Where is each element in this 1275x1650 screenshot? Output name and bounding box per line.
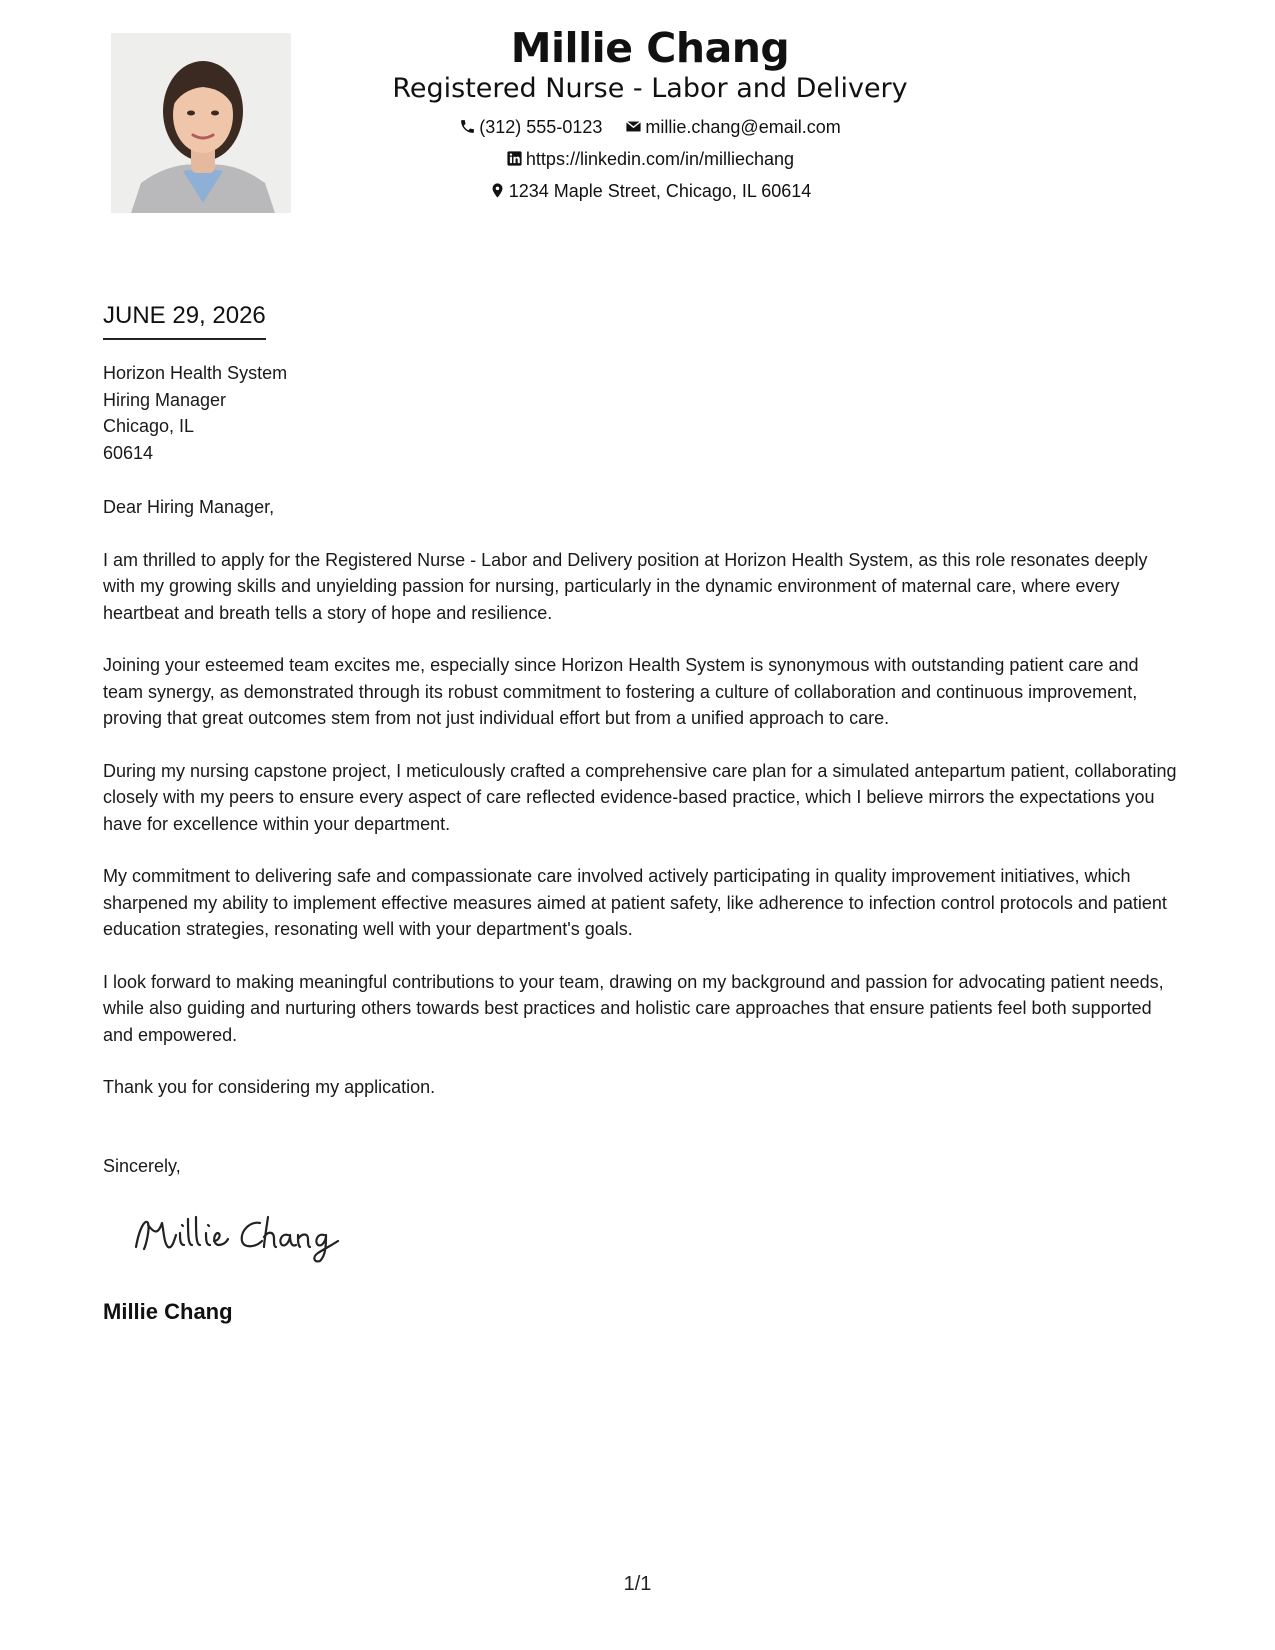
paragraph: During my nursing capstone project, I meticulously crafted a comprehensive care plan for a simulated antepartum patient, collaborating closely with my peers to ensure every aspect of care reflected evidence-based practice, which I believe mirrors the expectations you have for excellence within your department. [103,760,1177,834]
paragraph: My commitment to delivering safe and compassionate care involved actively participating in quality improvement initiatives, which sharpened my ability to implement effective measures aimed at patient safety, like adherence to infection control protocols and patient education strategies, resonating well with your department's goals. [103,866,1167,939]
paragraph: Thank you for considering my application. [103,1077,436,1097]
contact-row-3 [330,180,970,202]
email-contact[interactable] [625,116,840,138]
applicant-role: Registered Nurse - Labor and Delivery [392,73,908,104]
salutation: Dear Hiring Manager, [103,497,275,517]
letter-body [103,494,1178,1127]
recipient-company: Horizon Health System [103,363,288,383]
signer-name: Millie Chang [103,1299,233,1324]
recipient-city: Chicago, IL [103,416,195,436]
paragraph: Joining your esteemed team excites me, especially since Horizon Health System is synonymous with outstanding patient care and team synergy, as demonstrated through its robust commitment to fostering a culture of collaboration and continuous improvement, proving that great outcomes stem from not just individual effort but from a unified approach to care. [103,655,1139,728]
letterhead [330,22,970,202]
phone-icon [459,118,476,135]
recipient-block [103,360,287,466]
phone-text: (312) 555-0123 [479,117,603,137]
profile-photo [111,33,291,213]
page-number: 1/1 [623,1573,652,1595]
paragraph: I look forward to making meaningful contributions to your team, drawing on my background and passion for advocating patient needs, while also guiding and nurturing others towards best practices and holistic care approaches that ensure patients feel both supported and empowered. [103,971,1164,1045]
linkedin-text: https://linkedin.com/in/milliechang [525,149,795,169]
portrait-image [111,33,291,213]
closing: Sincerely, [103,1156,181,1176]
paragraph: I am thrilled to apply for the Registered Nurse - Labor and Delivery position at Horizon Health System, as this role resonates deeply with my growing skills and unyielding passion for nursing, particularly in the dynamic environment of maternal care, where every heartbeat and breath tells a story of hope and resilience. [103,549,1148,623]
phone-contact[interactable] [459,116,602,138]
recipient-zip: 60614 [103,442,154,463]
linkedin-contact[interactable] [506,148,794,170]
address-contact [489,180,812,202]
address-text: 1234 Maple Street, Chicago, IL 60614 [508,181,812,201]
recipient-title: Hiring Manager [103,389,227,410]
email-text: millie.chang@email.com [645,117,841,137]
linkedin-icon [506,150,523,167]
handwritten-signature [128,1205,348,1265]
contact-row-1 [330,116,970,138]
contact-row-2 [330,148,970,170]
letter-date: JUNE 29, 2026 [103,300,266,340]
applicant-name: Millie Chang [510,24,790,72]
map-pin-icon [489,182,506,199]
envelope-icon [625,118,642,135]
